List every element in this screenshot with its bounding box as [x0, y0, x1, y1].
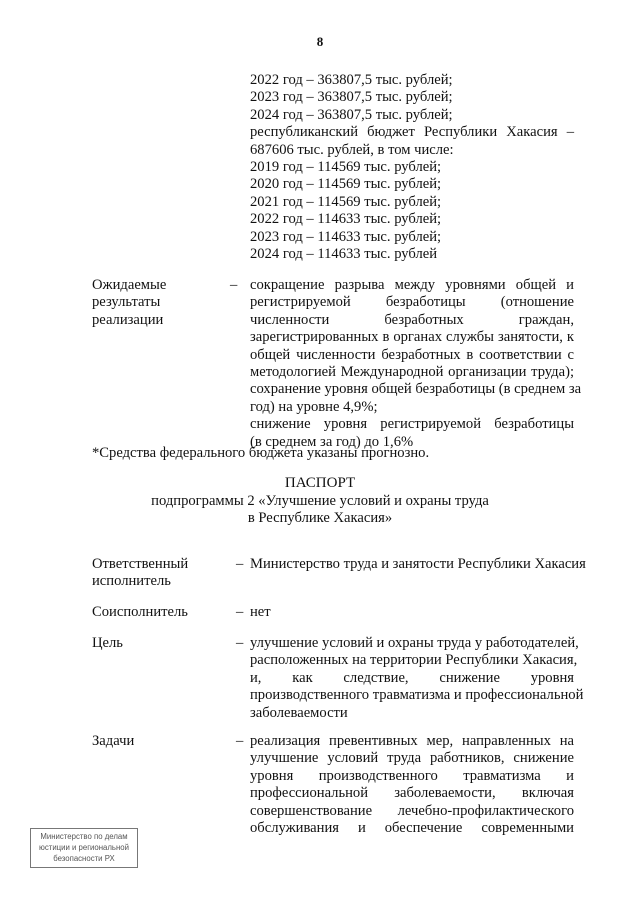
- budget-line: 2023 год – 114633 тыс. рублей;: [250, 228, 442, 245]
- text-line: заболеваемости: [250, 704, 348, 721]
- tasks-text: [250, 733, 574, 837]
- text-line: реализация превентивных мер, направленных на: [250, 733, 574, 749]
- passport-subtitle-1: подпрограммы 2 «Улучшение условий и охраны труда: [151, 493, 489, 509]
- text-line: и, как следствие, снижение уровня: [250, 669, 574, 686]
- text-line: обслуживания и обеспечение современными: [250, 819, 574, 836]
- budget-line: 2021 год – 114569 тыс. рублей;: [250, 193, 442, 210]
- text-line: снижение уровня регистрируемой безработицы: [250, 416, 574, 433]
- footnote: *Средства федерального бюджета указаны прогнозно.: [92, 445, 430, 461]
- passport-subtitle-2: в Республике Хакасия»: [247, 510, 393, 526]
- budget-line: 2023 год – 363807,5 тыс. рублей;: [250, 89, 453, 106]
- text-line: год) на уровне 4,9%;: [250, 398, 378, 415]
- registration-stamp: [30, 828, 138, 868]
- budget-line: 2019 год – 114569 тыс. рублей;: [250, 158, 442, 175]
- text-line: общей численности безработных в соответствии с: [250, 346, 574, 363]
- text-line: производственного травматизма и профессиональной: [250, 687, 584, 704]
- label-line: результаты: [92, 294, 161, 311]
- text-line: уровня производственного травматизма и: [250, 767, 574, 784]
- goal-text: [250, 635, 584, 722]
- text-line: (в среднем за год) до 1,6%: [250, 433, 414, 450]
- text-line: сохранение уровня общей безработицы (в среднем за: [250, 381, 582, 398]
- budget-line: 2024 год – 114633 тыс. рублей: [250, 245, 438, 262]
- responsible-text: [250, 556, 586, 573]
- coexecutor-text: [250, 604, 574, 621]
- text-line: методологией Международной организации труда);: [250, 363, 574, 380]
- text-line: зарегистрированных в органах службы занятости, к: [250, 329, 574, 346]
- budget-line: 2022 год – 114633 тыс. рублей;: [250, 211, 442, 228]
- text-line: регистрируемой безработицы (отношение: [250, 294, 574, 311]
- label-line: исполнитель: [92, 573, 171, 590]
- text-line: профессиональной заболеваемости, включая: [250, 785, 574, 802]
- tasks-label: [92, 733, 232, 750]
- dash: –: [236, 733, 244, 749]
- text-line: численности безработных граждан,: [250, 311, 574, 328]
- label-line: Задачи: [92, 733, 135, 749]
- budget-line: 2022 год – 363807,5 тыс. рублей;: [250, 72, 453, 88]
- stamp-line: юстиции и региональной: [39, 843, 129, 852]
- expected-results-text: [250, 277, 582, 451]
- text-line: улучшение условий и охраны труда у работодателей,: [250, 635, 579, 651]
- text-line: улучшение условий труда работников, снижение: [250, 750, 574, 767]
- expected-results-label: [92, 277, 232, 329]
- text-line: нет: [250, 604, 271, 620]
- text-line: расположенных на территории Республики Хакасия,: [250, 652, 578, 669]
- stamp-line: безопасности РХ: [53, 854, 115, 863]
- budget-line: 2024 год – 363807,5 тыс. рублей;: [250, 106, 453, 123]
- text-line: сокращение разрыва между уровнями общей и: [250, 277, 574, 293]
- budget-line: республиканский бюджет Республики Хакасия –: [250, 124, 574, 141]
- label-line: реализации: [92, 311, 164, 328]
- dash: –: [230, 277, 238, 293]
- dash: –: [236, 556, 244, 572]
- budget-block: [250, 72, 574, 263]
- dash: –: [236, 604, 244, 620]
- passport-title: ПАСПОРТ: [284, 475, 356, 491]
- text-line: совершенствование лечебно-профилактического: [250, 802, 574, 819]
- budget-line: 2020 год – 114569 тыс. рублей;: [250, 176, 442, 193]
- label-line: Ответственный: [92, 556, 189, 572]
- label-line: Соисполнитель: [92, 604, 188, 620]
- goal-label: [92, 635, 232, 652]
- text-line: Министерство труда и занятости Республики Хакасия: [250, 556, 586, 572]
- label-line: Цель: [92, 635, 123, 651]
- label-line: Ожидаемые: [92, 277, 167, 293]
- page-number: 8: [316, 34, 324, 49]
- budget-line: 687606 тыс. рублей, в том числе:: [250, 141, 454, 158]
- responsible-label: [92, 556, 232, 591]
- coexecutor-label: [92, 604, 232, 621]
- stamp-line: Министерство по делам: [40, 832, 128, 841]
- dash: –: [236, 635, 244, 651]
